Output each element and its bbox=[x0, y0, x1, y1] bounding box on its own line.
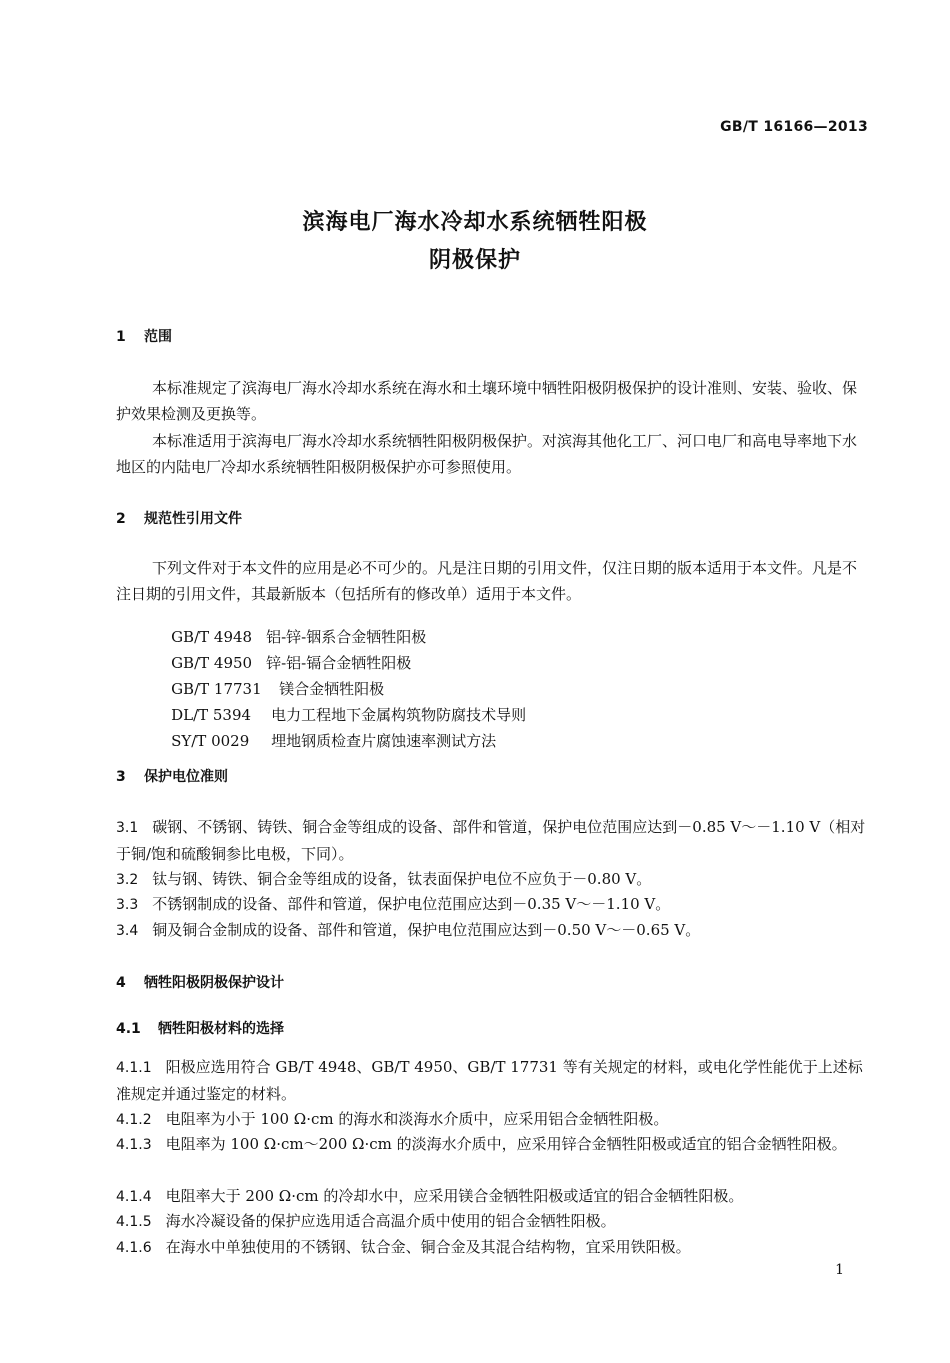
reference-code: GB/T 17731 bbox=[171, 680, 262, 698]
clause-3-2 bbox=[116, 866, 866, 893]
section-title: 牺牲阳极阴极保护设计 bbox=[144, 975, 284, 991]
clause-text: 钛与钢、铸铁、铜合金等组成的设备，钛表面保护电位不应负于－0.80 V。 bbox=[152, 870, 652, 888]
document-title-line2: 阴极保护 bbox=[428, 248, 521, 273]
section-title: 范围 bbox=[144, 329, 172, 345]
reference-title: 锌-铝-镉合金牺牲阳极 bbox=[266, 654, 412, 672]
subsection-number: 4.1 bbox=[116, 1021, 141, 1037]
clause-text: 铜及铜合金制成的设备、部件和管道，保护电位范围应达到－0.50 V～－0.65 V。 bbox=[152, 921, 701, 939]
clause-3-1 bbox=[116, 814, 866, 867]
section-title: 规范性引用文件 bbox=[144, 511, 242, 527]
section-2-paragraph-1: 下列文件对于本文件的应用是必不可少的。凡是注日期的引用文件，仅注日期的版本适用于本文件。凡是不注日期的引用文件，其最新版本（包括所有的修改单）适用于本文件。 bbox=[116, 559, 858, 603]
section-3-heading bbox=[116, 766, 228, 786]
clause-3-3 bbox=[116, 891, 866, 918]
clause-number: 3.2 bbox=[116, 872, 139, 888]
clause-number: 4.1.2 bbox=[116, 1112, 152, 1128]
clause-number: 4.1.5 bbox=[116, 1214, 152, 1230]
clause-number: 4.1.3 bbox=[116, 1137, 152, 1153]
section-number: 1 bbox=[116, 329, 126, 345]
clause-number: 4.1.6 bbox=[116, 1240, 152, 1256]
reference-code: SY/T 0029 bbox=[171, 732, 250, 750]
clause-3-4 bbox=[116, 917, 866, 944]
section-title: 保护电位准则 bbox=[144, 769, 228, 785]
reference-title: 铝-锌-铟系合金牺牲阳极 bbox=[266, 628, 427, 646]
subsection-4-1-heading bbox=[116, 1018, 284, 1038]
clause-text: 海水冷凝设备的保护应选用适合高温介质中使用的铝合金牺牲阳极。 bbox=[165, 1212, 616, 1230]
clause-4-1-6 bbox=[116, 1234, 866, 1261]
section-1-paragraph-2: 本标准适用于滨海电厂海水冷却水系统牺牲阳极阴极保护。对滨海其他化工厂、河口电厂和高电导率地下水地区的内陆电厂冷却水系统牺牲阳极阴极保护亦可参照使用。 bbox=[116, 432, 858, 476]
clause-4-1-3 bbox=[116, 1131, 866, 1158]
clause-text: 电阻率大于 200 Ω·cm 的冷却水中，应采用镁合金牺牲阳极或适宜的铝合金牺牲阳极。 bbox=[165, 1187, 744, 1205]
standard-code: GB/T 16166—2013 bbox=[720, 119, 868, 135]
reference-code: GB/T 4948 bbox=[171, 628, 253, 646]
document-title-line1: 滨海电厂海水冷却水系统牺牲阳极 bbox=[302, 210, 648, 235]
clause-number: 3.1 bbox=[116, 820, 139, 836]
clause-text: 碳钢、不锈钢、铸铁、铜合金等组成的设备、部件和管道，保护电位范围应达到－0.85 V～－1.10 V（相对于铜/饱和硫酸铜参比电极，下同）。 bbox=[116, 818, 866, 863]
section-1-paragraph-1: 本标准规定了滨海电厂海水冷却水系统在海水和土壤环境中牺牲阳极阴极保护的设计准则、安装、验收、保护效果检测及更换等。 bbox=[116, 379, 858, 423]
section-4-heading bbox=[116, 972, 284, 992]
clause-text: 电阻率为 100 Ω·cm～200 Ω·cm 的淡海水介质中，应采用锌合金牺牲阳极或适宜的铝合金牺牲阳极。 bbox=[165, 1135, 847, 1153]
section-number: 3 bbox=[116, 769, 126, 785]
section-number: 2 bbox=[116, 511, 126, 527]
reference-code: DL/T 5394 bbox=[171, 706, 252, 724]
reference-title: 埋地钢质检查片腐蚀速率测试方法 bbox=[271, 732, 497, 750]
section-2-heading bbox=[116, 508, 242, 528]
clause-4-1-2 bbox=[116, 1106, 866, 1133]
clause-4-1-4 bbox=[116, 1183, 866, 1210]
reference-code: GB/T 4950 bbox=[171, 654, 253, 672]
clause-number: 4.1.1 bbox=[116, 1060, 152, 1076]
clause-text: 在海水中单独使用的不锈钢、钛合金、铜合金及其混合结构物，宜采用铁阳极。 bbox=[165, 1238, 691, 1256]
clause-number: 3.4 bbox=[116, 923, 139, 939]
clause-number: 4.1.4 bbox=[116, 1189, 152, 1205]
reference-item bbox=[152, 712, 496, 769]
clause-number: 3.3 bbox=[116, 897, 139, 913]
section-1-heading bbox=[116, 326, 172, 346]
subsection-title: 牺牲阳极材料的选择 bbox=[158, 1021, 284, 1037]
page-number: 1 bbox=[835, 1262, 844, 1278]
clause-text: 不锈钢制成的设备、部件和管道，保护电位范围应达到－0.35 V～－1.10 V。 bbox=[152, 895, 671, 913]
reference-title: 镁合金牺牲阳极 bbox=[279, 680, 385, 698]
clause-4-1-1 bbox=[116, 1054, 866, 1107]
clause-text: 电阻率为小于 100 Ω·cm 的海水和淡海水介质中，应采用铝合金牺牲阳极。 bbox=[165, 1110, 669, 1128]
section-number: 4 bbox=[116, 975, 126, 991]
reference-title: 电力工程地下金属构筑物防腐技术导则 bbox=[271, 706, 527, 724]
clause-text: 阳极应选用符合 GB/T 4948、GB/T 4950、GB/T 17731 等有关规定的材料，或电化学性能优于上述标准规定并通过鉴定的材料。 bbox=[116, 1058, 863, 1103]
clause-4-1-5 bbox=[116, 1208, 866, 1235]
